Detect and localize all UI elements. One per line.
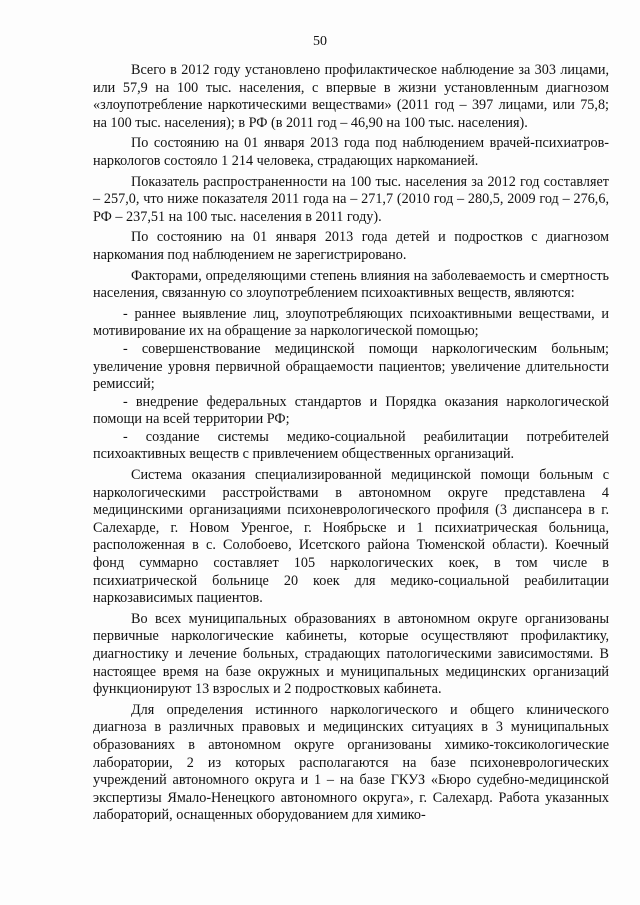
paragraph-prevalence-rate: Показатель распространенности на 100 тыс. населения за 2012 год составляет – 257,0, что ниже показателя 2011 года на – 271,7 (2010 год – 280,5, 2009 год – 276,6, РФ – 237,51 на 100 тыс. населения в 2011 году). xyxy=(93,173,609,225)
paragraph-factors-intro: Факторами, определяющими степень влияния на заболеваемость и смертность населения, связанную со злоупотреблением психоактивных веществ, являются: xyxy=(93,267,609,302)
list-item-federal-standards: - внедрение федеральных стандартов и Порядка оказания наркологической помощи на всей территории РФ; xyxy=(93,393,609,428)
list-item-improving-care: - совершенствование медицинской помощи наркологическим больным; увеличение уровня первичной обращаемости пациентов; увеличение длительности ремиссий; xyxy=(93,340,609,393)
page-number: 50 xyxy=(313,34,327,49)
list-item-early-detection: - раннее выявление лиц, злоупотребляющих психоактивными веществами, и мотивирование их на обращение за наркологической помощью; xyxy=(93,305,609,340)
paragraph-primary-cabinets: Во всех муниципальных образованиях в автономном округе организованы первичные наркологические кабинеты, которые осуществляют профилактику, диагностику и лечение больных, страдающих патологическими зависимостями. В настоящее время на базе окружных и муниципальных медицинских организаций функционируют 13 взрослых и 2 подростковых кабинета. xyxy=(93,610,609,698)
document-body xyxy=(93,62,609,828)
paragraph-under-observation: По состоянию на 01 января 2013 года под наблюдением врачей-психиатров-наркологов состояло 1 214 человека, страдающих наркоманией. xyxy=(93,135,609,169)
paragraph-children-adolescents: По состоянию на 01 января 2013 года детей и подростков с диагнозом наркомания под наблюдением не зарегистрировано. xyxy=(93,229,609,263)
paragraph-prophylactic-observation: Всего в 2012 году установлено профилактическое наблюдение за 303 лицами, или 57,9 на 100 тыс. населения, с впервые в жизни установленным диагнозом «злоупотребление наркотическими веществами» (2011 год – 397 лицами, или 75,8; на 100 тыс. населения); в РФ (в 2011 год – 46,90 на 100 тыс. населения). xyxy=(93,62,609,131)
paragraph-care-system: Система оказания специализированной медицинской помощи больным с наркологическими расстройствами в автономном округе представлена 4 медицинскими организациями психоневрологического профиля (3 диспансера в г. Салехарде, г. Новом Уренгое, г. Ноябрьске и 1 психиатрическая больница, расположенная в с. Солобоево, Исетского района Тюменской области). Коечный фонд суммарно составляет 105 наркологических коек, в том числе в психиатрической больнице 20 коек для медико-социальной реабилитации наркозависимых пациентов. xyxy=(93,467,609,607)
list-item-rehabilitation-system: - создание системы медико-социальной реабилитации потребителей психоактивных веществ с привлечением общественных организаций. xyxy=(93,428,609,463)
paragraph-toxicology-labs: Для определения истинного наркологического и общего клинического диагноза в различных правовых и медицинских ситуациях в 3 муниципальных образованиях в автономном округе организованы химико-токсикологические лаборатории, 2 из которых располагаются на базе психоневрологических учреждений автономного округа и 1 – на базе ГКУЗ «Бюро судебно-медицинской экспертизы Ямало-Ненецкого автономного округа», г. Салехард. Работа указанных лабораторий, оснащенных оборудованием для химико- xyxy=(93,701,609,824)
